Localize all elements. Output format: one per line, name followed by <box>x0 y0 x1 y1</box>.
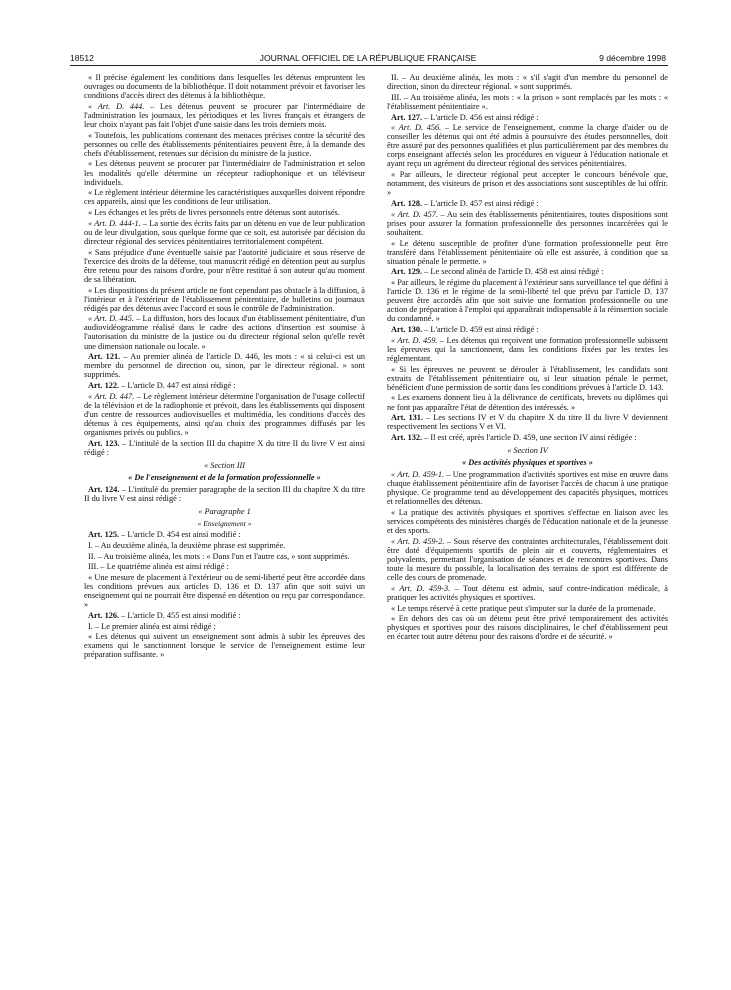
paragraph: I. – Au deuxième alinéa, la deuxième phrase est supprimée. <box>88 540 286 550</box>
article-label: Art. 131. <box>391 413 424 423</box>
paragraph: I. – Le premier alinéa est ainsi rédigé : <box>88 621 216 631</box>
section-heading: « Section IV <box>507 446 548 456</box>
paragraph: III. – Au troisième alinéa, les mots : « la prison » sont remplacés par les mots : « l'établissement pénitentiaire ». <box>387 92 668 111</box>
article-label: Art. 122. <box>88 381 120 391</box>
article-131 <box>387 413 668 431</box>
paragraph <box>387 123 668 168</box>
paragraph <box>387 470 668 506</box>
article-132 <box>387 433 668 442</box>
article-129 <box>387 267 668 276</box>
article-label: Art. 129. <box>391 267 423 277</box>
paragraph <box>387 210 668 237</box>
paragraph: « Les dispositions du présent article ne font cependant pas obstacle à la diffusion, à l'intérieur et à l'extérieur de l'établissement pénitentiaire, de bulletins ou journaux rédigés par des détenus avec l'accord et sous le contrôle de l'administration. <box>84 285 365 313</box>
paragraph: « Les détenus qui suivent un enseignement sont admis à subir les épreuves des examens qui le sanctionnent lorsque le service de l'enseignement estime leur préparation suffisante. » <box>84 632 365 660</box>
article-reference: « Art. D. 445. <box>88 314 134 324</box>
paragraph-title: « Enseignement » <box>197 519 252 529</box>
article-label: Art. 121. <box>88 352 121 362</box>
paragraph <box>84 314 365 350</box>
article-text: – Le second alinéa de l'article D. 458 est ainsi rédigé : <box>422 267 604 277</box>
article-reference: « Art. D. 456. <box>391 123 442 133</box>
paragraph-text: – Le règlement intérieur détermine l'organisation de l'usage collectif de la télévision et de la radiophonie et prévoit, dans les établissements qui disposent d'un centre de ressources audiovisuelles et multimédia, les conditions d'accès des détenus à ces équipements, ainsi qu'au choix des programmes diffusés par les organismes privés ou publics. » <box>84 391 365 437</box>
journal-title: JOURNAL OFFICIEL DE LA RÉPUBLIQUE FRANÇAISE <box>259 53 477 63</box>
paragraph-text: – La sortie des écrits faits par un détenu en vue de leur publication ou de leur divulgation, sous quelque forme que ce soit, est autorisée par décision du directeur régional des services pénitentiaires territorialement compétent. <box>84 218 365 246</box>
article-text: – L'article D. 455 est ainsi modifié : <box>119 610 241 620</box>
article-text: – Au premier alinéa de l'article D. 446, les mots : « si celui-ci est un membre du personnel de direction ou, sinon, par le directeur régional. » sont supprimés. <box>84 352 365 380</box>
article-reference: « Art. D. 459-1. <box>391 470 445 480</box>
paragraph: « Il précise également les conditions dans lesquelles les détenus empruntent les ouvrages ou documents de la bibliothèque. Il doit notamment prévoir et favoriser les conditions d'accès direct des détenus à la bibliothèque. <box>84 73 365 101</box>
article-label: Art. 123. <box>88 438 120 448</box>
paragraph <box>387 537 668 582</box>
paragraph <box>84 219 365 246</box>
article-text: – L'article D. 454 est ainsi modifié : <box>119 530 241 540</box>
issue-date: 9 décembre 1998 <box>599 53 666 63</box>
article-123 <box>84 439 365 457</box>
article-text: – L'article D. 459 est ainsi rédigé : <box>422 325 539 335</box>
paragraph-text: – La diffusion, hors des locaux d'un établissement pénitentiaire, d'un audiovidéogramme réalisé dans le cadre des actions d'insertion est soumise à l'autorisation du ministre de la justice ou du directeur régional selon qu'elle revêt une dimension nationale ou locale. » <box>84 314 365 351</box>
paragraph <box>387 584 668 602</box>
paragraph-text: – Les détenus qui reçoivent une formation professionnelle subissent les épreuves qui la sanctionnent, dans les conditions fixées par les textes les réglementant. <box>387 335 669 363</box>
paragraph-text: – Sous réserve des contraintes architecturales, l'établissement doit être doté d'équipements sportifs de plein air et couverts, réglementaires et polyvalents, permettant l'organisation de séances et de rencontres sportives. Dans toute la mesure du possible, la localisation des terrains de sport est différente de celle des cours de promenade. <box>387 536 668 583</box>
article-text: – L'article D. 456 est ainsi rédigé : <box>422 112 539 122</box>
article-reference: « Art. D. 444. <box>88 101 145 111</box>
paragraph: « Sans préjudice d'une éventuelle saisie par l'autorité judiciaire et sous réserve de l'exercice des droits de la défense, tout manuscrit rédigé en détention peut au surplus être retenu pour des raisons d'ordre, pour n'être restitué à son auteur qu'au moment de sa libération. <box>84 247 365 284</box>
article-122 <box>84 381 365 390</box>
paragraph: « Toutefois, les publications contenant des menaces précises contre la sécurité des personnes ou celle des établissements pénitentiaires peuvent être, à la demande des chefs d'établissement, retenues sur décision du ministre de la justice. <box>84 130 365 158</box>
article-text: – L'intitulé du premier paragraphe de la section III du chapitre X du titre II du livre V est ainsi rédigé : <box>84 484 365 503</box>
article-126 <box>84 611 365 620</box>
paragraph <box>84 392 365 437</box>
paragraph-text: – Le service de l'enseignement, comme la charge d'aider ou de conseiller les détenus qui ont été admis à poursuivre des études personnelles, doit être assuré par des personnes qualifiées et plus particulièrement par des membres du corps enseignant affectés selon les procédures en vigueur à l'éducation nationale et ayant reçu un agrément du directeur régional des services pénitentiaires. <box>387 123 669 169</box>
paragraph: « Le règlement intérieur détermine les caractéristiques auxquelles doivent répondre ces appareils, ainsi que les conditions de leur utilisation. <box>84 188 365 207</box>
article-text: – L'intitulé de la section III du chapitre X du titre II du livre V est ainsi rédigé : <box>84 438 366 457</box>
page-header <box>70 53 666 65</box>
paragraph <box>84 102 365 129</box>
right-column <box>387 73 668 643</box>
paragraph: « Une mesure de placement à l'extérieur ou de semi-liberté peut être accordée dans les conditions prévues aux articles D. 136 et D. 137 afin que soit suivi un enseignement qui ne pourrait être dispensé en détention ou reçu par correspondance. » <box>84 573 365 610</box>
section-title: « De l'enseignement et de la formation professionnelle » <box>128 472 321 482</box>
paragraph: « Par ailleurs, le régime du placement à l'extérieur sans surveillance tel que défini à l'article D. 136 et le régime de la semi-liberté tel que prévu par l'article D. 137 peuvent être accordés afin que soit suivie une formation professionnelle ou une action de préparation à l'emploi qui apparaîtrait indispensable à la réinsertion sociale du condamné. » <box>387 278 668 324</box>
paragraph: « Le temps réservé à cette pratique peut s'imputer sur la durée de la promenade. <box>391 603 656 613</box>
article-127 <box>387 113 668 122</box>
paragraph: « Les échanges et les prêts de livres personnels entre détenus sont autorisés. <box>88 208 340 218</box>
paragraph: « Les détenus peuvent se procurer par l'intermédiaire de l'administration et selon les modalités qu'elle détermine un récepteur radiophonique et un téléviseur individuels. <box>84 159 365 187</box>
paragraph: « Par ailleurs, le directeur régional peut accepter le concours bénévole que, notamment, des visiteurs de prison et des associations sont susceptibles de lui offrir. » <box>387 170 668 198</box>
article-130 <box>387 325 668 334</box>
article-label: Art. 130. <box>391 325 423 335</box>
article-label: Art. 124. <box>88 484 120 494</box>
paragraph: II. – Au deuxième alinéa, les mots : « s'il s'agit d'un membre du personnel de direction, sinon du directeur régional. » sont supprimés. <box>387 73 668 92</box>
article-label: Art. 128. <box>391 199 423 209</box>
section-title: « Des activités physiques et sportives » <box>462 458 593 468</box>
paragraph: « La pratique des activités physiques et sportives s'effectue en liaison avec les services compétents des ministères chargés de l'éducation nationale et de la jeunesse et des sports. <box>387 508 668 536</box>
paragraph: « Le détenu susceptible de profiter d'une formation professionnelle peut être transféré dans l'établissement pénitentiaire où elle est assurée, à condition que sa situation pénale le permette. » <box>387 238 668 266</box>
page-number: 18512 <box>70 53 94 63</box>
article-reference: « Art. D. 457. <box>391 209 439 219</box>
article-label: Art. 132. <box>391 433 423 443</box>
paragraph-text: – Une programmation d'activités sportives est mise en œuvre dans chaque établissement pénitentiaire afin de favoriser l'accès de chacun à une pratique physique. Ce programme tend au développement des capacités physiques, motrices et relationnelles des détenus. <box>387 470 668 507</box>
paragraph-heading: « Paragraphe 1 <box>198 507 251 516</box>
article-reference: « Art. D. 459-2. <box>391 536 445 546</box>
article-reference: « Art. D. 447. <box>88 391 135 401</box>
paragraph <box>387 336 668 363</box>
article-reference: « Art. D. 459. <box>391 335 438 345</box>
paragraph: « Si les épreuves ne peuvent se dérouler à l'établissement, les candidats sont extraits de l'établissement pénitentiaire ou, si leur situation pénale le permet, bénéficient d'une permission de sortir dans les conditions prévues à l'article D. 143. <box>387 364 668 392</box>
paragraph-text: – Les détenus peuvent se procurer par l'intermédiaire de l'administration les journaux, les périodiques et les livres français et étrangers de leur choix n'ayant pas fait l'objet d'une saisie dans les trois derniers mois. <box>84 101 366 129</box>
paragraph: II. – Au troisième alinéa, les mots : « Dans l'un et l'autre cas, » sont supprimés. <box>88 551 350 561</box>
left-column <box>84 73 365 661</box>
article-125 <box>84 530 365 539</box>
article-121 <box>84 352 365 379</box>
paragraph-text: – Au sein des établissements pénitentiaires, toutes dispositions sont prises pour assurer la formation professionnelle des personnes incarcérées qui le souhaitent. <box>387 209 668 237</box>
section-heading: « Section III <box>203 460 245 470</box>
paragraph-text: – Tout détenu est admis, sauf contre-indication médicale, à pratiquer les activités physiques et sportives. <box>387 583 668 602</box>
article-label: Art. 125. <box>88 530 120 540</box>
article-128 <box>387 199 668 208</box>
paragraph: III. – Le quatrième alinéa est ainsi rédigé : <box>88 562 229 572</box>
header-rule <box>70 65 668 66</box>
article-text: – L'article D. 457 est ainsi rédigé : <box>422 199 539 209</box>
article-reference: « Art. D. 444-1. <box>88 218 141 228</box>
article-text: – Il est créé, après l'article D. 459, une section IV ainsi rédigée : <box>422 433 637 443</box>
article-124 <box>84 485 365 503</box>
article-text: – L'article D. 447 est ainsi rédigé : <box>119 381 236 391</box>
article-reference: « Art. D. 459-3. <box>391 583 451 593</box>
paragraph: « Les examens donnent lieu à la délivrance de certificats, brevets ou diplômes qui ne font pas apparaître l'état de détention des intéressés. » <box>387 393 668 412</box>
article-label: Art. 126. <box>88 610 120 620</box>
article-label: Art. 127. <box>391 112 423 122</box>
article-text: – Les sections IV et V du chapitre X du titre II du livre V deviennent respectivement les sections V et VI. <box>387 413 668 432</box>
paragraph: « En dehors des cas où un détenu peut être privé temporairement des activités physiques et sportives pour des raisons disciplinaires, le chef d'établissement peut en écarter tout autre détenu pour des raisons d'ordre et de sécurité. » <box>387 614 668 642</box>
